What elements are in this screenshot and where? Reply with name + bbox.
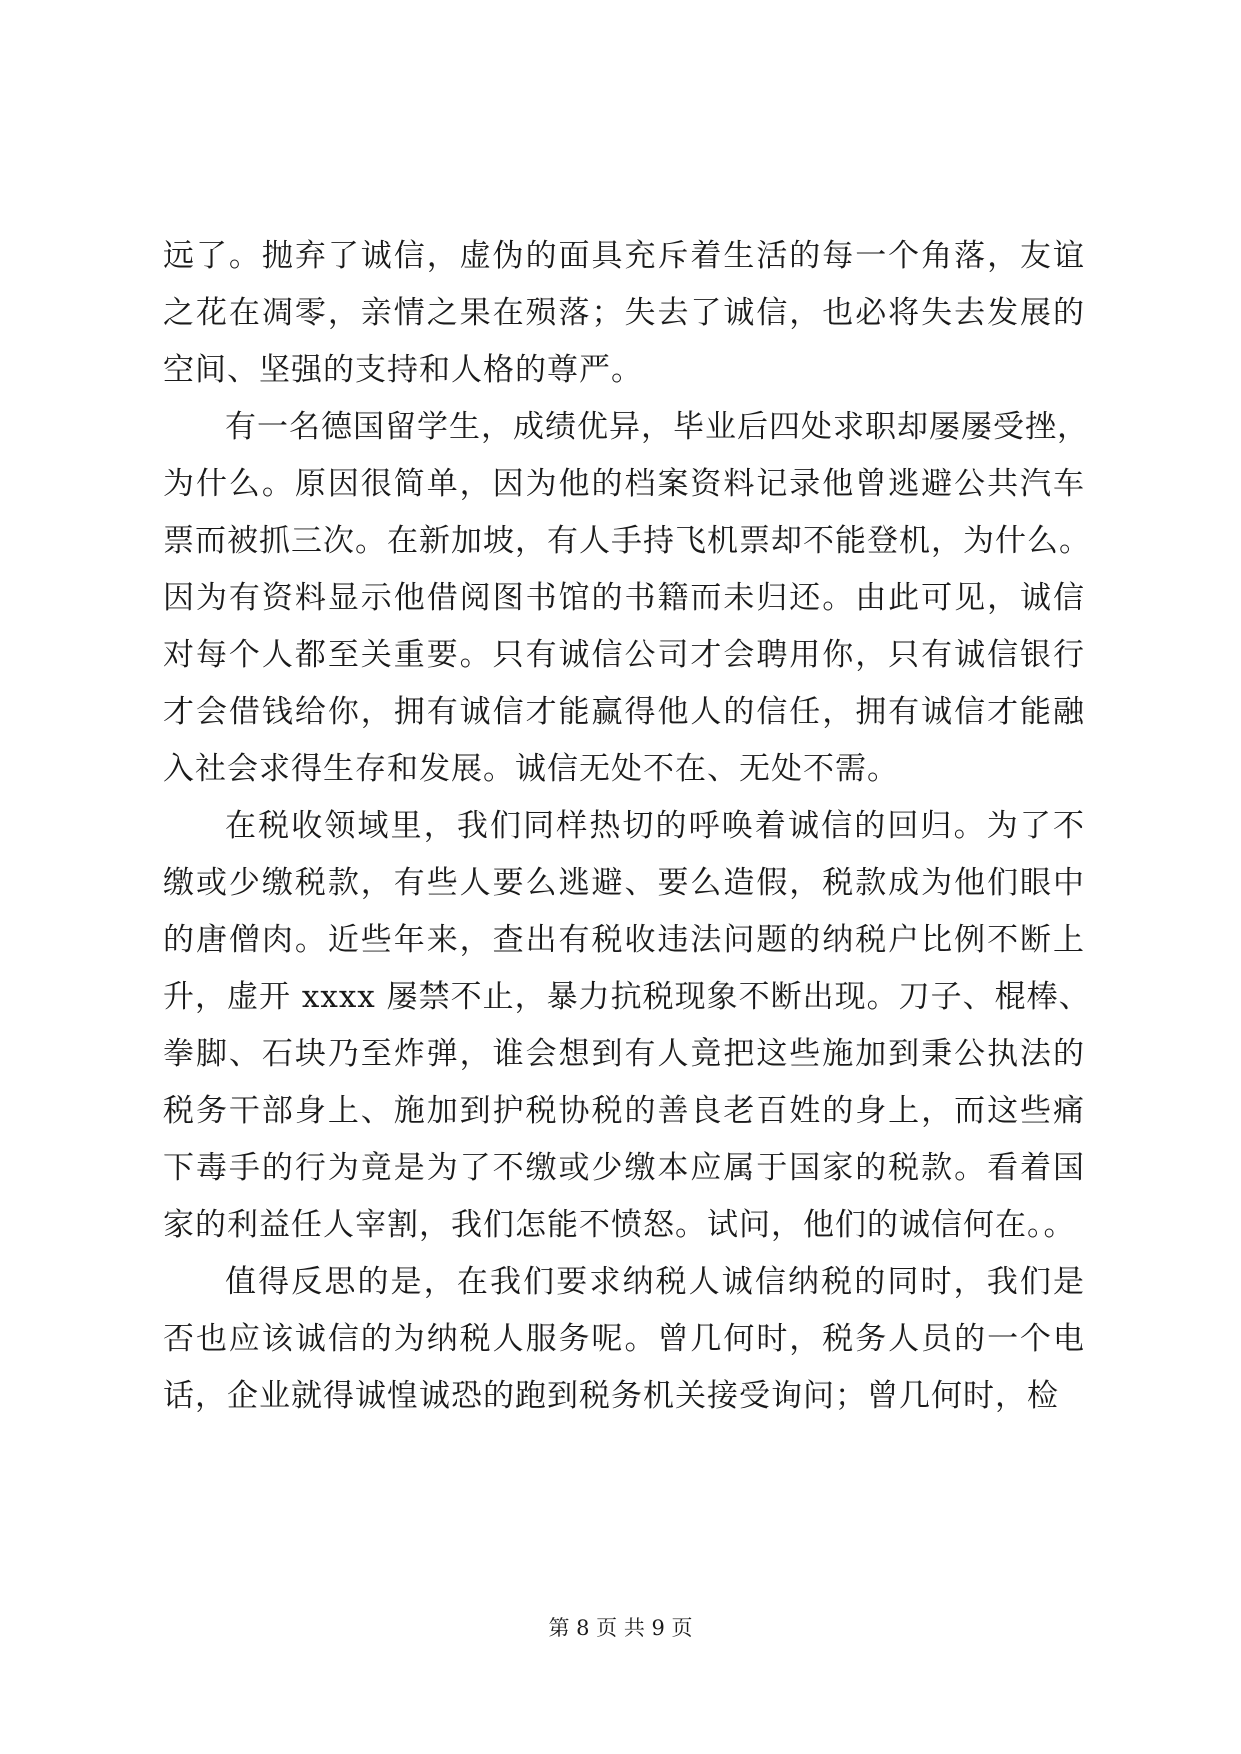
text-line: 之花在凋零，亲情之果在殒落；失去了诚信，也必将失去发展的 <box>163 295 1085 331</box>
text-line: 拳脚、石块乃至炸弹，谁会想到有人竟把这些施加到秉公执法的 <box>163 1036 1085 1072</box>
text-line: 才会借钱给你，拥有诚信才能赢得他人的信任，拥有诚信才能融 <box>163 694 1085 730</box>
text-line: 有一名德国留学生，成绩优异，毕业后四处求职却屡屡受挫， <box>225 409 1089 445</box>
paragraph <box>163 1254 1085 1425</box>
text-line: 升，虚开 xxxx 屡禁不止，暴力抗税现象不断出现。刀子、棍棒、 <box>163 979 1091 1015</box>
text-line: 票而被抓三次。在新加坡，有人手持飞机票却不能登机，为什么。 <box>163 523 1091 559</box>
text-line: 的唐僧肉。近些年来，查出有税收违法问题的纳税户比例不断上 <box>163 922 1085 958</box>
paragraph <box>163 228 1085 399</box>
text-line: 因为有资料显示他借阅图书馆的书籍而未归还。由此可见，诚信 <box>163 580 1085 616</box>
text-line: 在税收领域里，我们同样热切的呼唤着诚信的回归。为了不 <box>225 808 1085 844</box>
text-line: 值得反思的是，在我们要求纳税人诚信纳税的同时，我们是 <box>225 1264 1085 1300</box>
text-line: 话，企业就得诚惶诚恐的跑到税务机关接受询问；曾几何时，检 <box>163 1378 1059 1414</box>
text-line: 对每个人都至关重要。只有诚信公司才会聘用你，只有诚信银行 <box>163 637 1085 673</box>
text-line: 远了。抛弃了诚信，虚伪的面具充斥着生活的每一个角落，友谊 <box>163 238 1085 274</box>
text-line: 否也应该诚信的为纳税人服务呢。曾几何时，税务人员的一个电 <box>163 1321 1085 1357</box>
paragraph <box>163 399 1091 798</box>
text-line: 下毒手的行为竟是为了不缴或少缴本应属于国家的税款。看着国 <box>163 1150 1085 1186</box>
document-body <box>163 228 1091 1425</box>
page-footer: 第 8 页 共 9 页 <box>548 1616 693 1640</box>
text-line: 家的利益任人宰割，我们怎能不愤怒。试问，他们的诚信何在。。 <box>163 1207 1076 1243</box>
paragraph <box>163 798 1091 1254</box>
text-line: 空间、坚强的支持和人格的尊严。 <box>163 352 643 388</box>
text-line: 缴或少缴税款，有些人要么逃避、要么造假，税款成为他们眼中 <box>163 865 1085 901</box>
text-line: 税务干部身上、施加到护税协税的善良老百姓的身上，而这些痛 <box>163 1093 1085 1129</box>
text-line: 入社会求得生存和发展。诚信无处不在、无处不需。 <box>163 751 899 787</box>
text-line: 为什么。原因很简单，因为他的档案资料记录他曾逃避公共汽车 <box>163 466 1085 502</box>
